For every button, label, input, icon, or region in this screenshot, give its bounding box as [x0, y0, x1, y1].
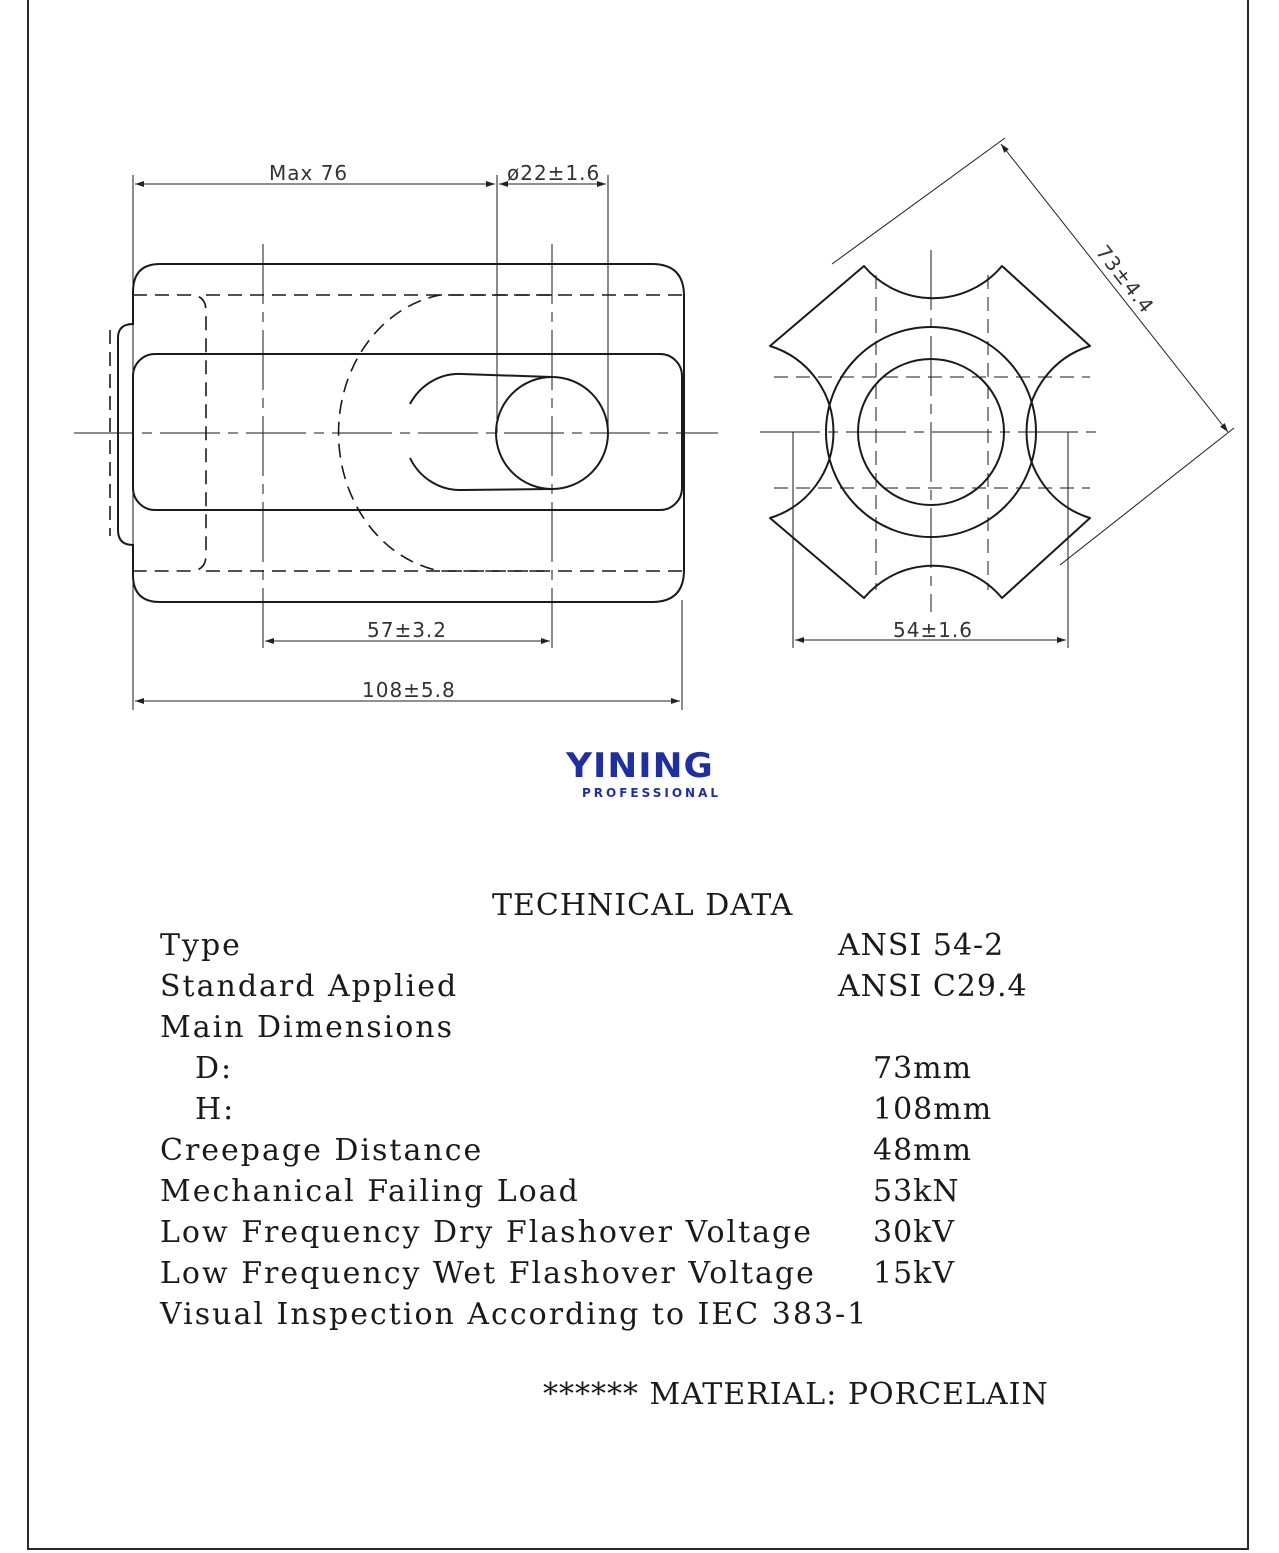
brand-tagline: PROFESSIONAL [582, 786, 722, 800]
spec-value-type: ANSI 54-2 [838, 928, 1005, 963]
dim-bore-diameter: ø22±1.6 [507, 161, 601, 185]
dim-max-width: Max 76 [269, 161, 349, 185]
brand-logo [540, 748, 740, 800]
dim-end-diameter: 54±1.6 [893, 618, 974, 642]
dim-height: 108±5.8 [362, 678, 456, 702]
spec-value-wet-flashover: 15kV [873, 1256, 956, 1291]
side-view-slot [410, 374, 552, 490]
dim-outer-diameter: 73±4.4 [1091, 240, 1160, 319]
spec-label-main-dimensions: Main Dimensions [160, 1010, 454, 1045]
spec-label-wet-flashover: Low Frequency Wet Flashover Voltage [160, 1256, 816, 1291]
material-note: ****** MATERIAL: PORCELAIN [543, 1377, 1049, 1412]
spec-value-failing-load: 53kN [873, 1174, 960, 1209]
spec-label-creepage: Creepage Distance [160, 1133, 484, 1168]
side-view-inner-band [133, 354, 682, 510]
spec-label-d: D: [195, 1051, 234, 1086]
spec-value-creepage: 48mm [873, 1133, 973, 1168]
spec-value-d: 73mm [873, 1051, 973, 1086]
spec-label-type: Type [160, 928, 242, 963]
technical-drawing [0, 0, 1279, 760]
dim-hole-offset: 57±3.2 [367, 618, 448, 642]
brand-name: YINING [566, 746, 714, 786]
spec-label-visual-inspection: Visual Inspection According to IEC 383-1 [160, 1297, 869, 1332]
spec-label-h: H: [195, 1092, 236, 1127]
spec-value-h: 108mm [873, 1092, 993, 1127]
technical-data-title: TECHNICAL DATA [492, 888, 794, 923]
spec-value-standard: ANSI C29.4 [838, 969, 1028, 1004]
spec-label-failing-load: Mechanical Failing Load [160, 1174, 580, 1209]
spec-label-dry-flashover: Low Frequency Dry Flashover Voltage [160, 1215, 813, 1250]
spec-value-dry-flashover: 30kV [873, 1215, 956, 1250]
spec-label-standard: Standard Applied [160, 969, 459, 1004]
